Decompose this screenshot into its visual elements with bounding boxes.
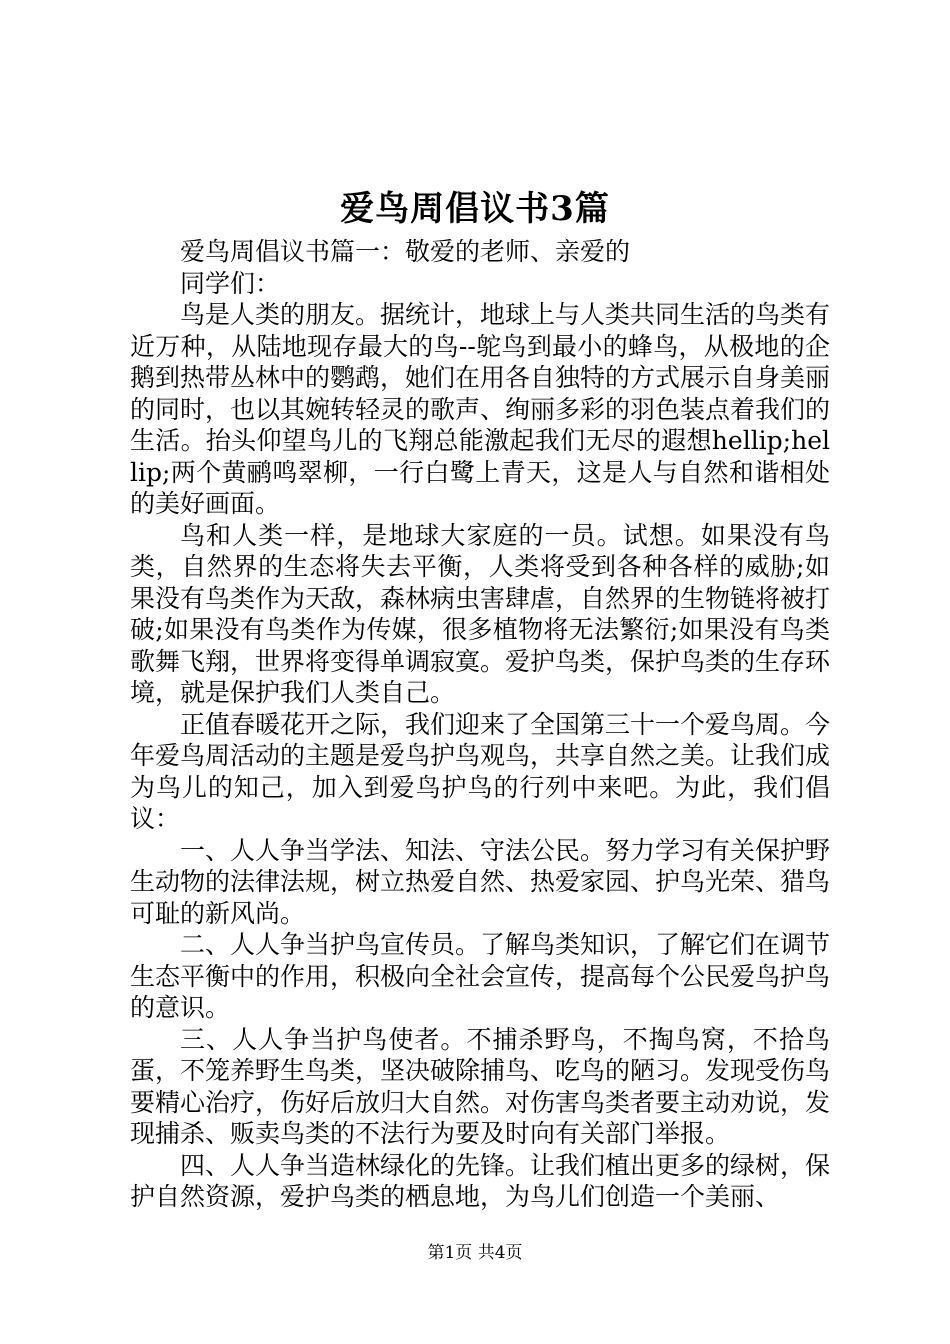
paragraph-proposal-3: 三、人人争当护鸟使者。不捕杀野鸟，不掏鸟窝，不拾鸟蛋，不笼养野生鸟类，坚决破除捕鸟、吃鸟的陋习。发现受伤鸟要精心治疗，伤好后放归大自然。对伤害鸟类者要主动劝说，发现捕杀、贩卖鸟类的不法行为要及时向有关部门举报。 <box>130 1024 831 1148</box>
paragraph-greeting: 爱鸟周倡议书篇一：敬爱的老师、亲爱的 <box>180 237 631 266</box>
document-body <box>130 236 830 1213</box>
paragraph-proposal-2: 二、人人争当护鸟宣传员。了解鸟类知识，了解它们在调节生态平衡中的作用，积极向全社会宣传，提高每个公民爱鸟护鸟的意识。 <box>130 930 831 1022</box>
page-footer: 第1页 共4页 <box>427 1243 523 1263</box>
document-title: 爱鸟周倡议书3篇 <box>340 189 610 229</box>
paragraph-proposal-1: 一、人人争当学法、知法、守法公民。努力学习有关保护野生动物的法律法规，树立热爱自然、热爱家园、护鸟光荣、猎鸟可耻的新风尚。 <box>130 835 831 928</box>
paragraph-proposal-4: 四、人人争当造林绿化的先锋。让我们植出更多的绿树，保护自然资源，爱护鸟类的栖息地，为鸟儿们创造一个美丽、 <box>130 1150 831 1211</box>
paragraph-ecology: 鸟和人类一样，是地球大家庭的一员。试想。如果没有鸟类，自然界的生态将失去平衡，人类将受到各种各样的威胁;如果没有鸟类作为天敌，森林病虫害肆虐，自然界的生物链将被打破;如果没有鸟类作为传媒，很多植物将无法繁衍;如果没有鸟类歌舞飞翔，世界将变得单调寂寞。爱护鸟类，保护鸟类的生存环境，就是保护我们人类自己。 <box>130 520 831 707</box>
paragraph-bird-week: 正值春暖花开之际，我们迎来了全国第三十一个爱鸟周。今年爱鸟周活动的主题是爱鸟护鸟观鸟，共享自然之美。让我们成为鸟儿的知己，加入到爱鸟护鸟的行列中来吧。为此，我们倡议： <box>130 709 831 833</box>
paragraph-birds-are-friends: 鸟是人类的朋友。据统计，地球上与人类共同生活的鸟类有近万种，从陆地现存最大的鸟--鸵鸟到最小的蜂鸟，从极地的企鹅到热带丛林中的鹦鹉，她们在用各自独特的方式展示自身美丽的同时，也以其婉转轻灵的歌声、绚丽多彩的羽色装点着我们的生活。抬头仰望鸟儿的飞翔总能激起我们无尽的遐想hellip;hellip;两个黄鹂鸣翠柳，一行白鹭上青天，这是人与自然和谐相处的美好画面。 <box>130 300 831 518</box>
paragraph-salutation: 同学们： <box>180 268 281 298</box>
